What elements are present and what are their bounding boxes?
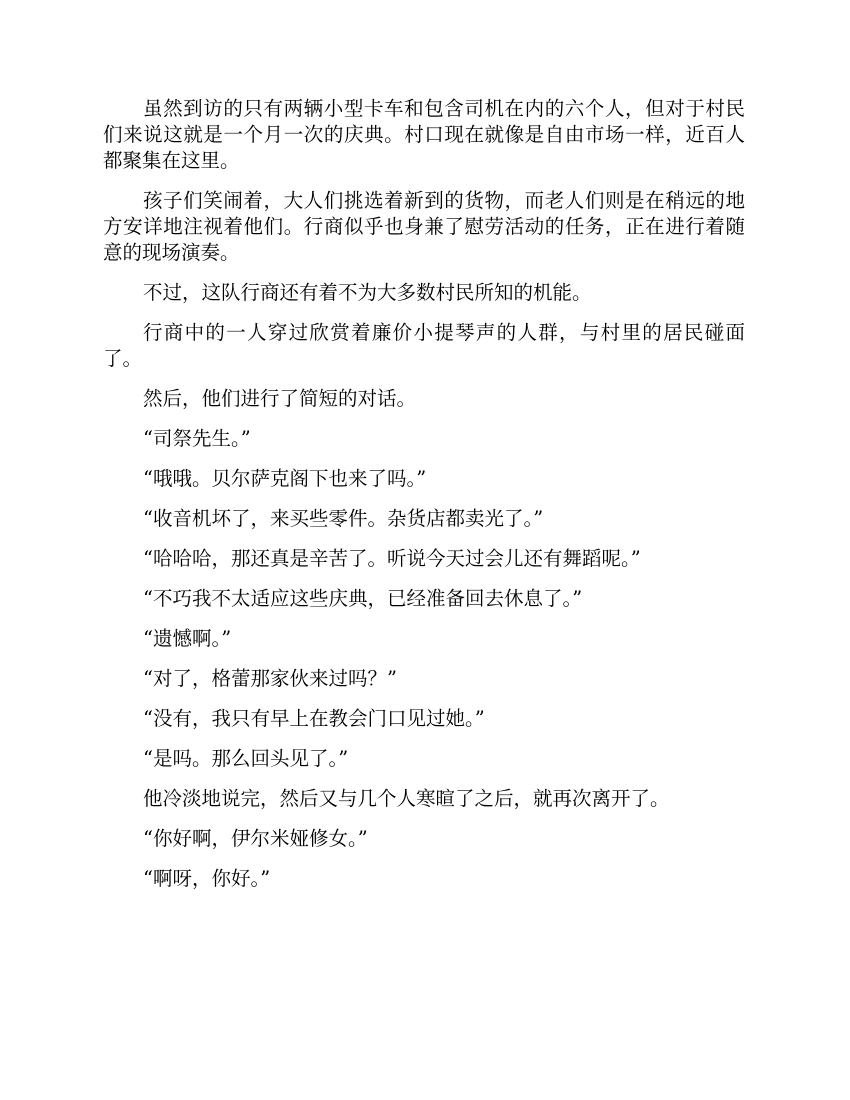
paragraph: 然后，他们进行了简短的对话。 [143, 387, 417, 410]
paragraph: 他冷淡地说完，然后又与几个人寒暄了之后，就再次离开了。 [143, 787, 670, 810]
paragraph: 虽然到访的只有两辆小型卡车和包含司机在内的六个人，但对于村民们来说这就是一个月一次的庆典。村口现在就像是自由市场一样，近百人都聚集在这里。 [103, 97, 745, 172]
paragraph: 不过，这队行商还有着不为大多数村民所知的机能。 [143, 281, 592, 304]
dialogue-line: “遗憾啊。” [143, 627, 232, 650]
dialogue-line: “是吗。那么回头见了。” [143, 747, 349, 770]
dialogue-line: “收音机坏了，来买些零件。杂货店都卖光了。” [143, 507, 544, 530]
paragraph: 孩子们笑闹着，大人们挑选着新到的货物，而老人们则是在稍远的地方安详地注视着他们。行商似乎也身兼了慰劳活动的任务，正在进行着随意的现场演奏。 [103, 189, 745, 264]
paragraph: 行商中的一人穿过欣赏着廉价小提琴声的人群，与村里的居民碰面了。 [103, 321, 745, 370]
dialogue-line: “不巧我不太适应这些庆典，已经准备回去休息了。” [143, 587, 583, 610]
dialogue-line: “哦哦。贝尔萨克阁下也来了吗。” [143, 467, 427, 490]
dialogue-line: “哈哈哈，那还真是辛苦了。听说今天过会儿还有舞蹈呢。” [143, 547, 641, 570]
dialogue-line: “没有，我只有早上在教会门口见过她。” [143, 707, 485, 730]
document-body [103, 96, 745, 906]
dialogue-line: “啊呀，你好。” [143, 867, 271, 890]
dialogue-line: “司祭先生。” [143, 427, 251, 450]
dialogue-line: “你好啊，伊尔米娅修女。” [143, 827, 368, 850]
dialogue-line: “对了，格蕾那家伙来过吗？” [143, 667, 397, 690]
